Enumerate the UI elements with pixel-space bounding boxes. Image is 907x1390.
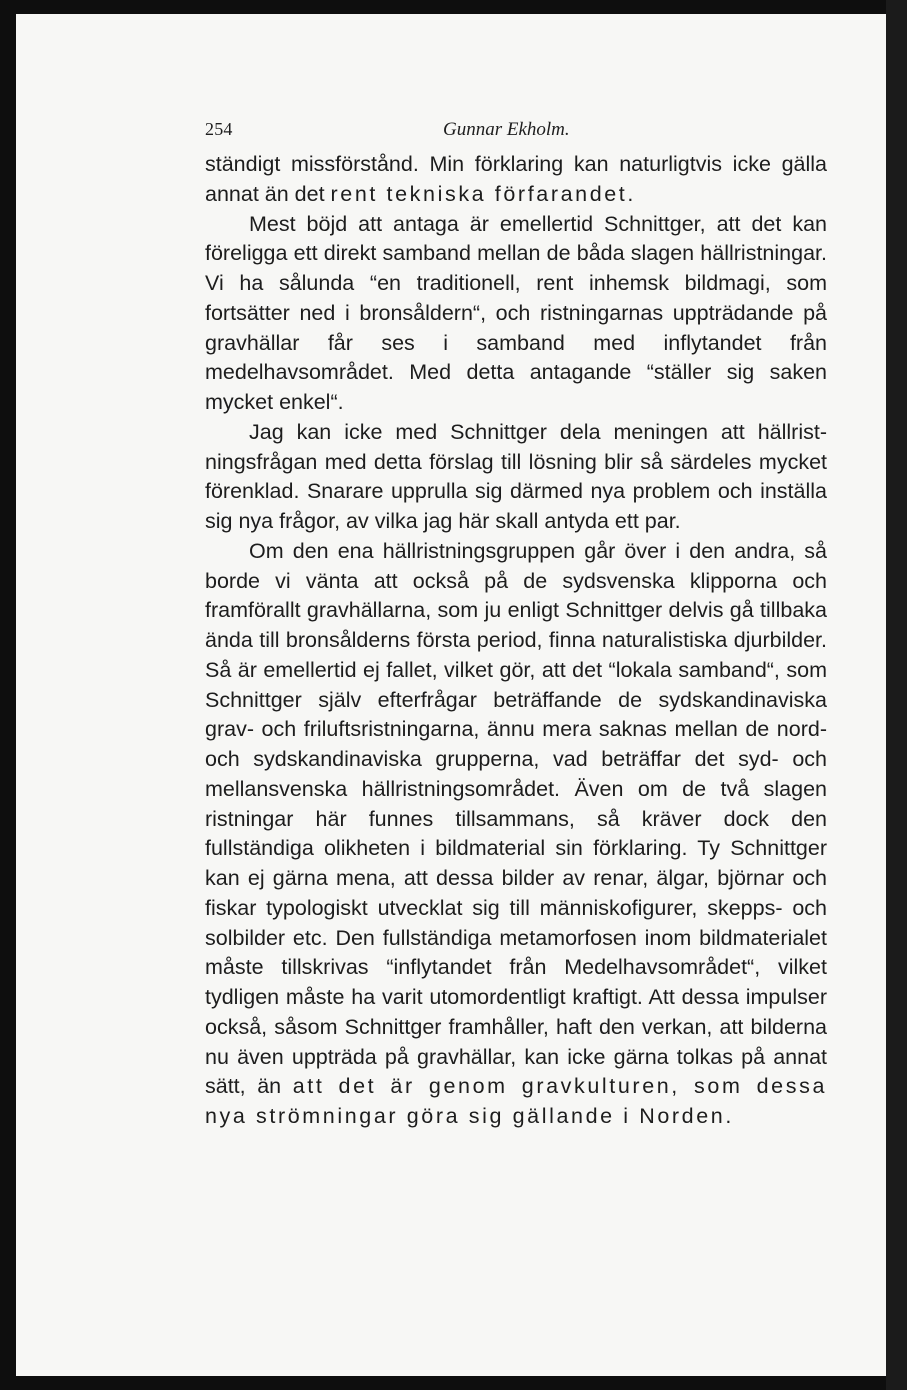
paragraph-3 xyxy=(205,418,827,537)
page-number: 254 xyxy=(205,119,233,139)
paragraph-2 xyxy=(205,210,827,418)
paragraph-2-text: Mest böjd att antaga är emellertid Schnittger, att det kan föreligga ett direkt samband mellan de båda slagen hällristningar. Vi ha sålunda “en traditionell, rent inhemsk bildmagi, som fortsätter ned i bronsåldern“, och ristningarnas uppträdande på gravhällar får ses i samband med inflytandet från medelhavsområdet. Med detta antagande “ställer sig saken mycket enkel“. xyxy=(205,211,827,414)
paragraph-4-spaced-text: att det är genom gravkulturen, som dessa nya strömningar göra sig gällande i Norden. xyxy=(205,1074,828,1128)
paragraph-3-text: Jag kan icke med Schnittger dela meningen att hällristningsfrågan med detta förslag till lösning blir så särdeles mycket förenklad. Snarare upprulla sig därmed nya problem och inställa sig nya frågor, av vilka jag här skall antyda ett par. xyxy=(205,419,827,533)
paragraph-4 xyxy=(205,537,827,1132)
paragraph-1-text: ständigt missförstånd. Min förklaring kan naturligtvis icke gälla annat än det xyxy=(205,152,827,206)
page-header xyxy=(205,119,827,147)
paragraph-1-spaced-text: rent tekniska förfarandet. xyxy=(330,181,636,206)
paragraph-1 xyxy=(205,150,827,210)
body-text xyxy=(205,150,827,1132)
running-head: Gunnar Ekholm. xyxy=(443,119,570,140)
scan-edge xyxy=(886,0,907,1390)
paragraph-4-text: Om den ena hällristningsgruppen går över i den andra, så borde vi vänta att också på de sydsvenska klipporna och framförallt gravhällarna, som ju enligt Schnittger delvis gå tillbaka ända till bronsålderns första period, finna naturalistiska djurbilder. Så är emellertid ej fallet, vilket gör, att det “lokala samband“, som Schnittger själv efterfrågar beträffande de sydskandinaviska grav- och friluftsristningarna, ännu mera saknas mellan de nord- och sydskandinaviska grupperna, vad beträffar det syd- och mellansvenska hällristningsområdet. Även om de två slagen ristningar här funnes tillsammans, så kräver dock den fullständiga olikheten i bildmaterial sin förklaring. Ty Schnittger kan ej gärna mena, att dessa bilder av renar, älgar, björnar och fiskar typologiskt utvecklat sig till människofigurer, skepps- och solbilder etc. Den fullständiga metamorfosen inom bildmaterialet måste tillskrivas “inflytandet från Medelhavsområdet“, vilket tydligen måste ha varit utomordentligt kraftigt. Att dessa impulser också, såsom Schnittger framhåller, haft den verkan, att bilderna nu även uppträda på gravhällar, kan icke gärna tolkas på annat sätt, än xyxy=(205,538,827,1099)
